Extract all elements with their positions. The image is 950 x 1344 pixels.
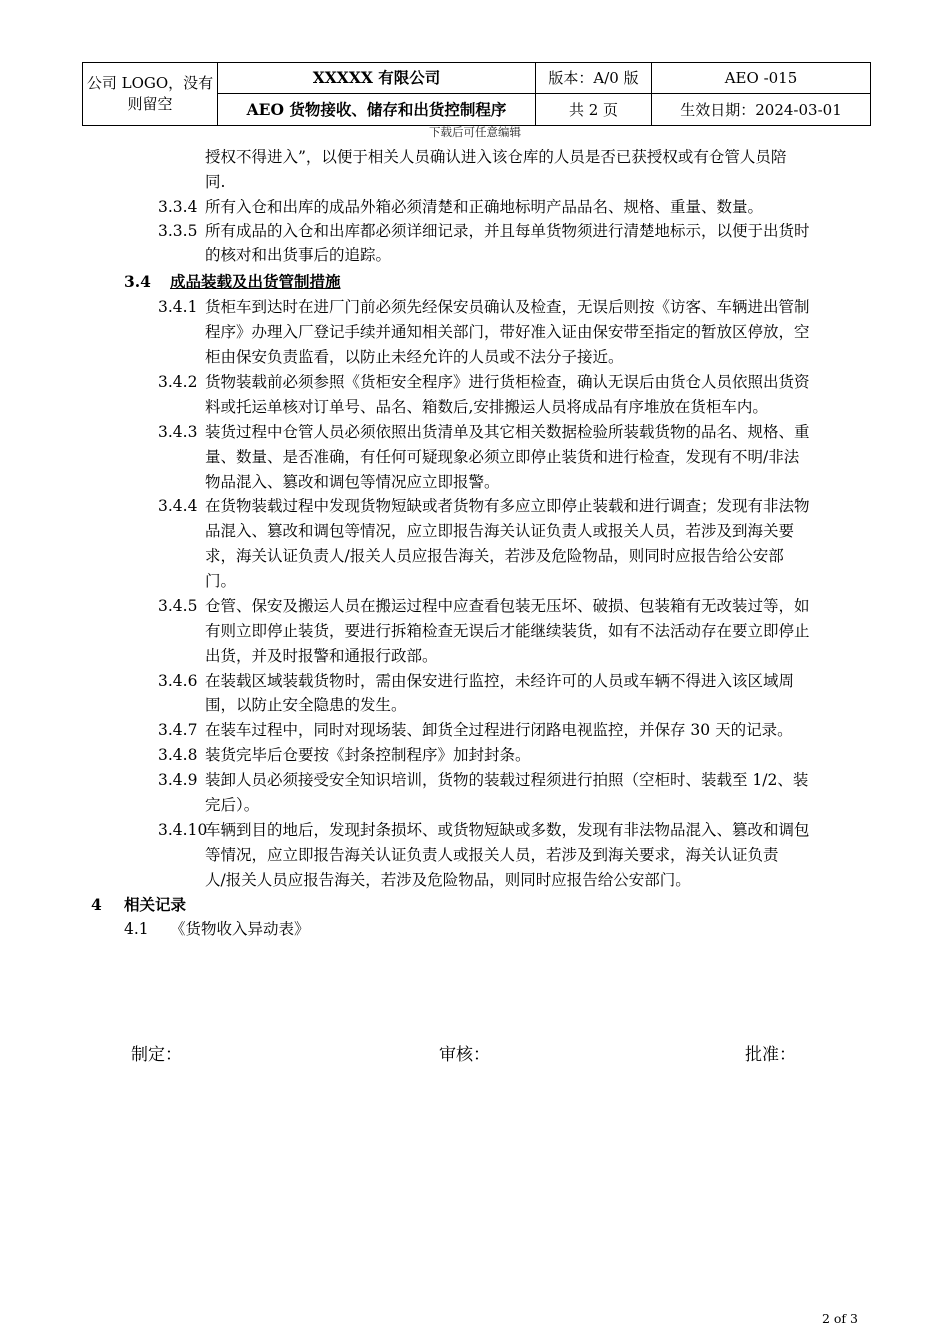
company-name: XXXXX 有限公司: [218, 63, 536, 94]
doc-code-cell: AEO -015: [652, 63, 871, 94]
item-number: 3.4.10: [158, 821, 208, 839]
record-name: 《货物收入异动表》: [170, 920, 310, 938]
item-text: 围，以防止安全隐患的发生。: [205, 696, 407, 714]
item-text: 求，海关认证负责人/报关人员应报告海关，若涉及危险物品，则同时应报告给公安部: [205, 547, 784, 565]
effective-date-cell: 生效日期：2024-03-01: [652, 94, 871, 126]
item-text: 程序》办理入厂登记手续并通知相关部门，带好准入证由保安带至指定的暂放区停放，空: [205, 323, 810, 341]
item-text: 门。: [205, 572, 237, 590]
item-text: 品混入、篡改和调包等情况，应立即报告海关认证负责人或报关人员，若涉及到海关要: [205, 522, 795, 540]
record-number: 4.1: [124, 920, 149, 938]
item-text: 完后）。: [205, 796, 260, 814]
continuation-line: 同.: [205, 173, 226, 191]
item-text: 在装载区域装载货物时，需由保安进行监控，未经许可的人员或车辆不得进入该区域周: [205, 672, 795, 690]
item-text: 在装车过程中，同时对现场装、卸货全过程进行闭路电视监控，并保存 30 天的记录。: [205, 721, 793, 739]
section-number: 4: [91, 895, 102, 914]
item-text: 料或托运单核对订单号、品名、箱数后,安排搬运人员将成品有序堆放在货柜车内。: [205, 398, 768, 416]
item-text: 在货物装载过程中发现货物短缺或者货物有多应立即停止装载和进行调查；发现有非法物: [205, 497, 810, 515]
item-text: 出货，并及时报警和通报行政部。: [205, 647, 438, 665]
logo-placeholder: 公司 LOGO，没有则留空: [83, 63, 218, 126]
document-title: AEO 货物接收、储存和出货控制程序: [218, 94, 536, 126]
item-text: 装货完毕后仓要按《封条控制程序》加封封条。: [205, 746, 531, 764]
signature-reviewed: 审核：: [439, 1045, 490, 1065]
item-text: 所有成品的入仓和出库都必须详细记录，并且每单货物须进行清楚地标示，以便于出货时: [205, 222, 810, 240]
item-number: 3.3.4: [158, 198, 198, 216]
page-number: 2 of 3: [821, 1311, 858, 1326]
item-text: 仓管、保安及搬运人员在搬运过程中应查看包装无压坏、破损、包装箱有无改装过等，如: [205, 597, 810, 615]
item-number: 3.4.6: [158, 672, 198, 690]
item-number: 3.4.9: [158, 771, 198, 789]
item-number: 3.4.7: [158, 721, 198, 739]
item-text: 货物装载前必须参照《货柜安全程序》进行货柜检查，确认无误后由货仓人员依照出货资: [205, 373, 810, 391]
watermark-text: 下载后可任意编辑: [429, 125, 521, 139]
item-text: 货柜车到达时在进厂门前必须先经保安员确认及检查，无误后则按《访客、车辆进出管制: [205, 298, 810, 316]
item-number: 3.4.8: [158, 746, 198, 764]
version-cell: 版本：A/0 版: [536, 63, 652, 94]
item-text: 物品混入、篡改和调包等情况应立即报警。: [205, 473, 500, 491]
section-number: 3.4: [124, 272, 151, 291]
item-text: 人/报关人员应报告海关，若涉及危险物品，则同时应报告给公安部门。: [205, 871, 691, 889]
item-text: 装卸人员必须接受安全知识培训，货物的装载过程须进行拍照（空柜时、装载至 1/2、装: [205, 771, 809, 789]
item-text: 车辆到目的地后，发现封条损坏、或货物短缺或多数，发现有非法物品混入、篡改和调包: [205, 821, 810, 839]
continuation-line: 授权不得进入”，以便于相关人员确认进入该仓库的人员是否已获授权或有仓管人员陪: [205, 148, 787, 166]
item-text: 柜由保安负责监看，以防止未经允许的人员或不法分子接近。: [205, 348, 624, 366]
item-text: 所有入仓和出库的成品外箱必须清楚和正确地标明产品品名、规格、重量、数量。: [205, 198, 764, 216]
item-number: 3.4.3: [158, 423, 198, 441]
item-text: 的核对和出货事后的追踪。: [205, 246, 392, 264]
item-number: 3.4.5: [158, 597, 198, 615]
section-title: 相关记录: [124, 895, 187, 914]
item-number: 3.4.2: [158, 373, 198, 391]
section-title: 成品装载及出货管制措施: [170, 272, 341, 291]
header-table: [82, 62, 871, 126]
signature-drafted: 制定：: [131, 1045, 182, 1065]
item-number: 3.3.5: [158, 222, 198, 240]
item-text: 有则立即停止装货，要进行拆箱检查无误后才能继续装货，如有不法活动存在要立即停止: [205, 622, 810, 640]
item-text: 装货过程中仓管人员必须依照出货清单及其它相关数据检验所装载货物的品名、规格、重: [205, 423, 810, 441]
item-number: 3.4.1: [158, 298, 198, 316]
item-text: 量、数量、是否准确，有任何可疑现象必须立即停止装货和进行检查，发现有不明/非法: [205, 448, 800, 466]
page-count-cell: 共 2 页: [536, 94, 652, 126]
signature-approved: 批准：: [745, 1045, 796, 1065]
item-number: 3.4.4: [158, 497, 198, 515]
item-text: 等情况，应立即报告海关认证负责人或报关人员，若涉及到海关要求，海关认证负责: [205, 846, 779, 864]
